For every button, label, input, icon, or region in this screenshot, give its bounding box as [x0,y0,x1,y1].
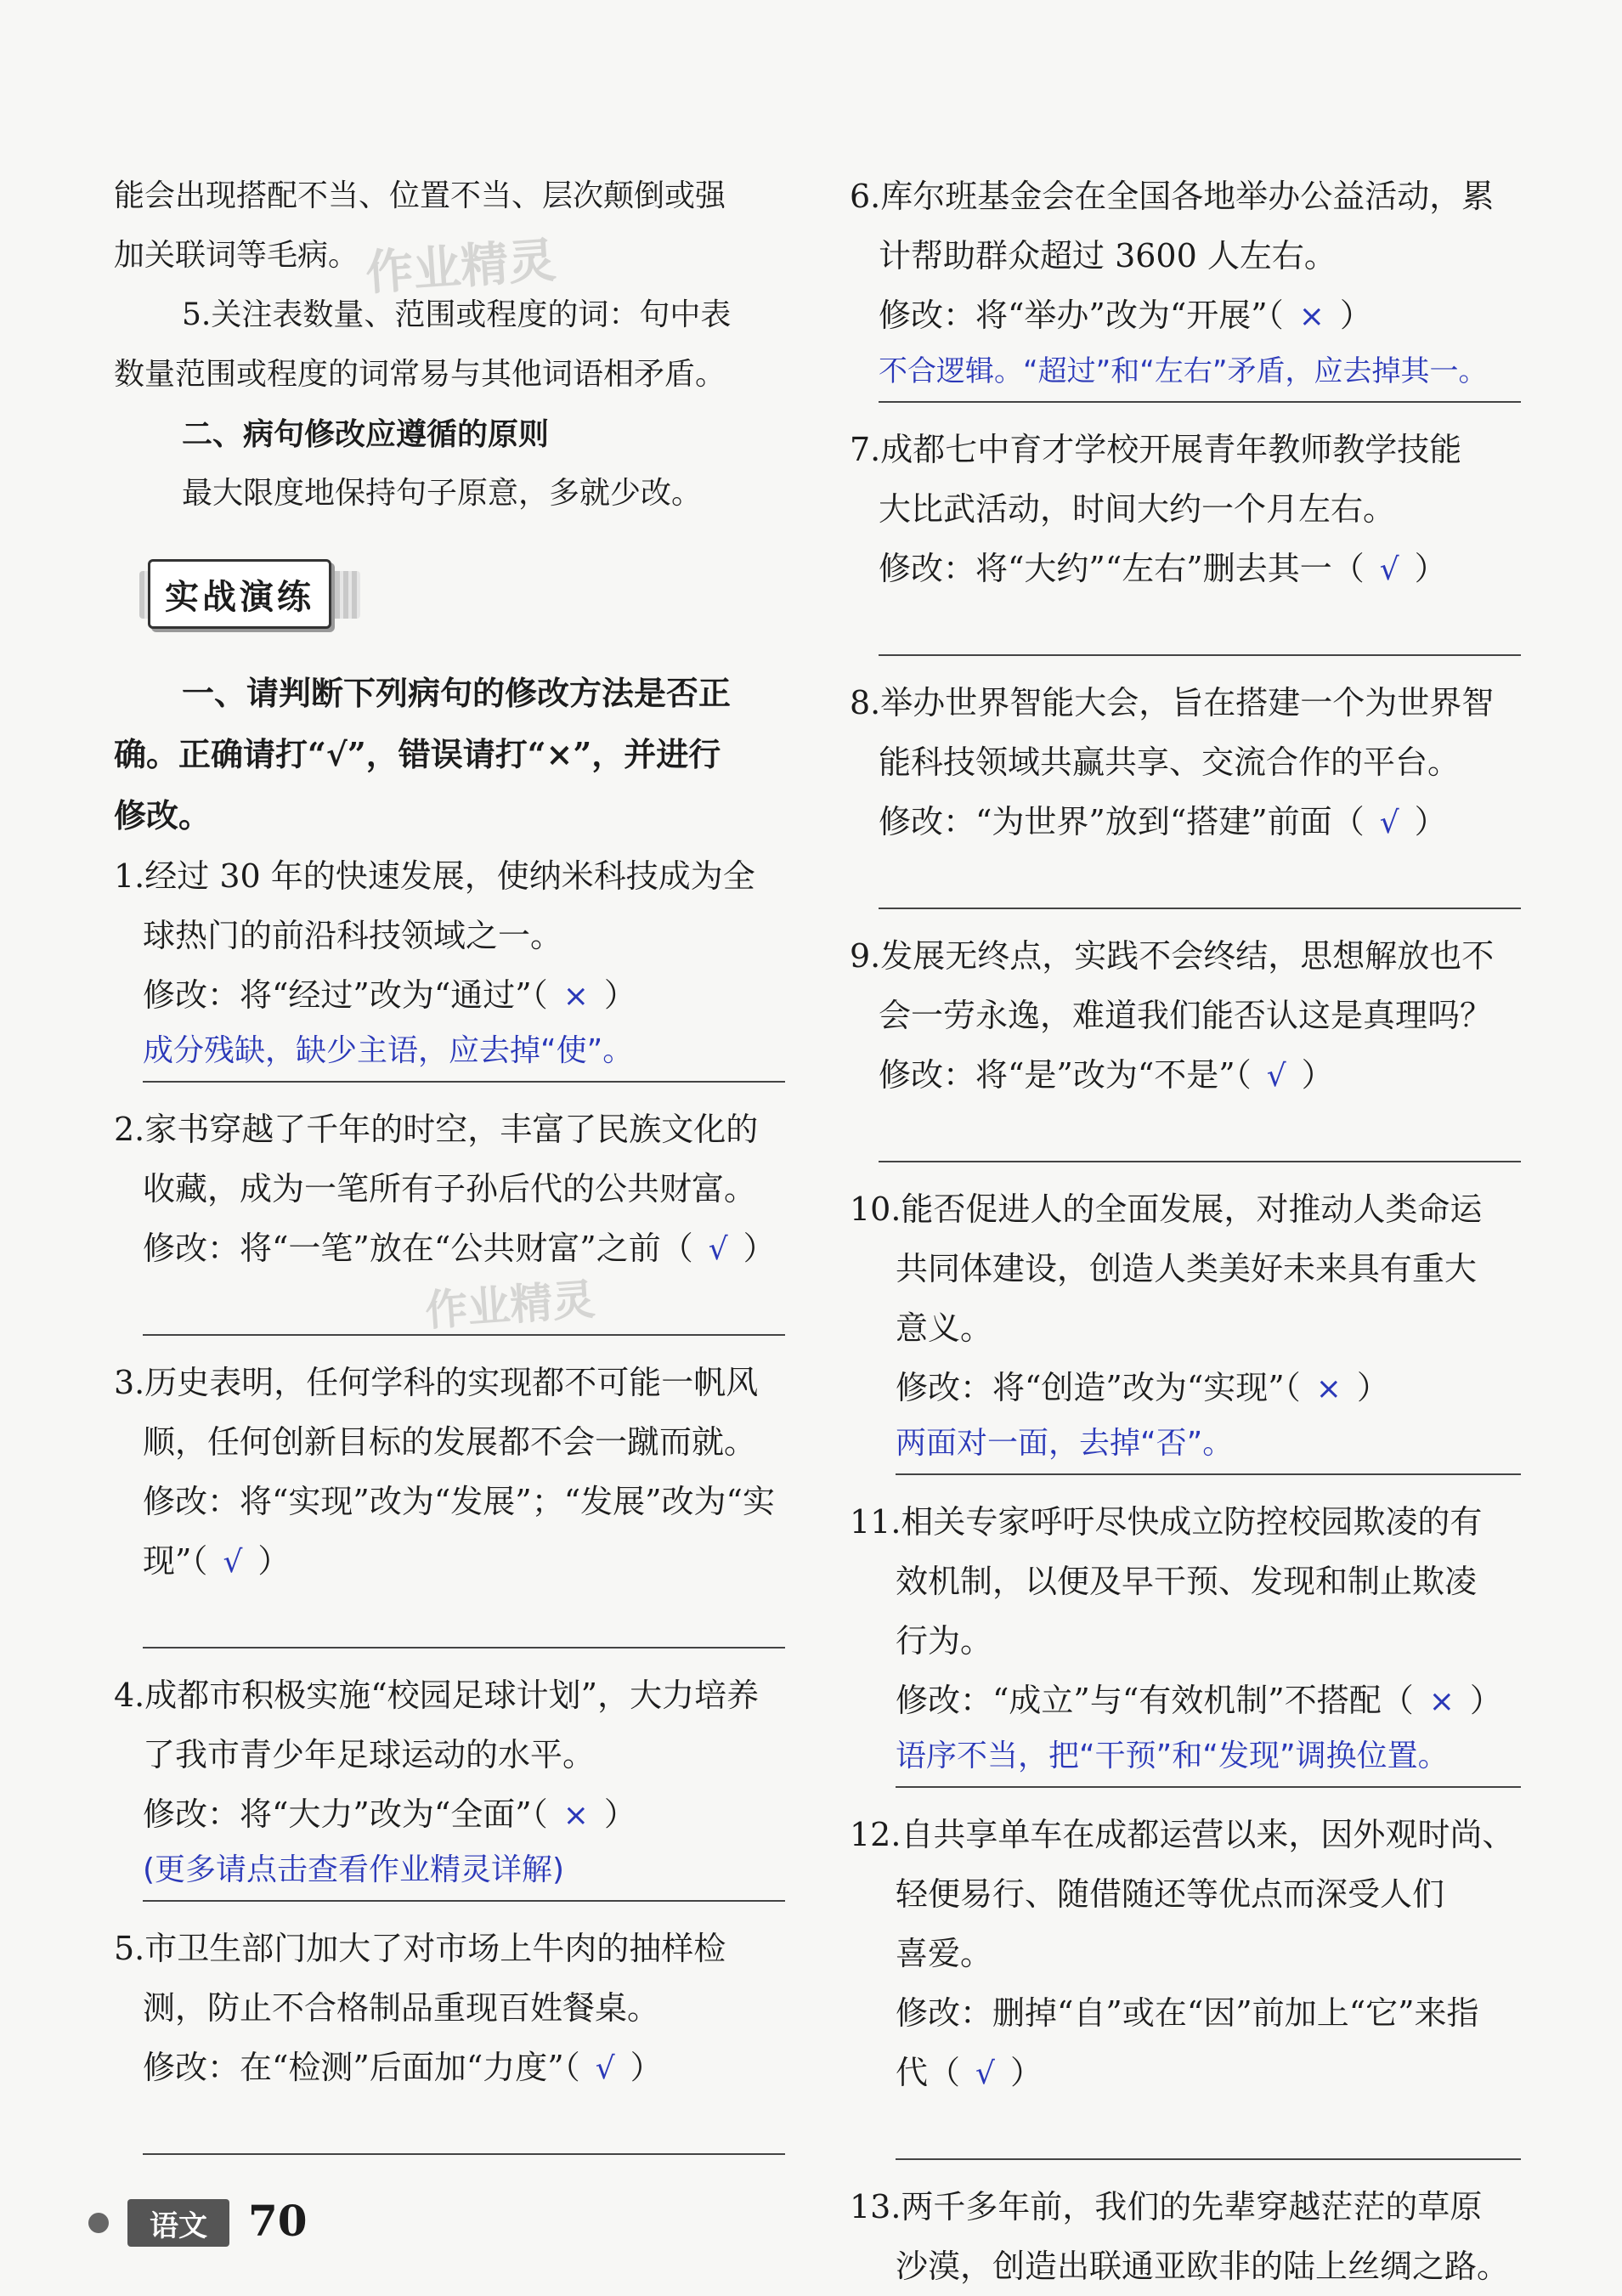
answer-line [143,1900,785,1902]
question-text: 球热门的前沿科技领域之一。 [143,917,563,954]
answer-text: 不合逻辑。“超过”和“左右”矛盾，应去掉其一。 [879,354,1488,388]
question-text: 大比武活动，时间大约一个月左右。 [879,490,1396,528]
question-text: 效机制，以便及早干预、发现和制止欺凌 [896,1563,1478,1600]
answer-text: 两面对一面，去掉“否”。 [896,1426,1234,1461]
section-2-title: 二、病句修改应遵循的原则 [182,416,550,452]
question-text: 收藏，成为一笔所有子孙后代的公共财富。 [143,1170,757,1207]
question-text: 1.经过 30 年的快速发展，使纳米科技成为全 [114,857,755,895]
question-text: 8.举办世界智能大会，旨在搭建一个为世界智 [850,684,1495,721]
question-text: 行为。 [896,1622,993,1660]
answer-mark: × [562,979,589,1014]
question-text: 7.成都七中育才学校开展青年教师教学技能 [850,431,1462,468]
answer-line [896,2158,1521,2160]
question-text: 6.库尔班基金会在全国各地举办公益活动，累 [850,178,1495,215]
modification-line [114,1784,785,1846]
intro-line: 加关联词等毛病。 [114,238,359,273]
modification-line [850,286,1521,347]
more-details-link[interactable]: (更多请点击查看作业精灵详解) [143,1852,565,1887]
answer-mark: × [1298,299,1325,334]
answer-text: 成分残缺，缺少主语，应去掉“使”。 [143,1033,634,1068]
modification-line [114,1219,785,1280]
watermark: 作业精灵 [423,1275,597,1336]
question-text: 2.家书穿越了千年的时空，丰富了民族文化的 [114,1111,759,1148]
question-3 [114,1353,785,1648]
modification-line [114,1531,785,1592]
question-text: 10.能否促进人的全面发展，对推动人类命运 [850,1190,1483,1228]
answer-line [143,1081,785,1083]
modification-text: 代（ [896,2054,961,2091]
answer-line [879,654,1521,656]
left-column [114,167,785,2172]
question-9 [850,926,1521,1162]
answer-mark: √ [595,2051,615,2086]
answer-mark: × [562,1798,589,1833]
section-2-text: 最大限度地保持句子原意，多就少改。 [182,476,703,511]
paren-close: ） [1339,297,1372,334]
question-1 [114,846,785,1083]
paren-close: ） [1469,1682,1502,1719]
question-text: 13.两千多年前，我们的先辈穿越茫茫的草原 [850,2188,1483,2225]
modification-line [850,539,1521,600]
modification-line [114,965,785,1026]
modification-text: 修改：将“大力”改为“全面”（ [143,1796,548,1833]
question-text: 9.发展无终点，实践不会终结，思想解放也不 [850,937,1495,975]
instruction-line: 修改。 [114,796,212,834]
question-text: 5.市卫生部门加大了对市场上牛肉的抽样检 [114,1930,726,1967]
modification-line [850,1358,1521,1419]
question-text: 轻便易行、随借随还等优点而深受人们 [896,1875,1445,1913]
modification-text: 修改：将“一笔”放在“公共财富”之前（ [143,1230,693,1267]
question-text: 12.自共享单车在成都运营以来，因外观时尚、 [850,1816,1515,1853]
question-7 [850,420,1521,656]
modification-text: 修改：在“检测”后面加“力度”（ [143,2049,580,2086]
question-12 [850,1805,1521,2160]
modification-line [114,2038,785,2099]
question-text: 意义。 [896,1309,993,1347]
question-text: 4.成都市积极实施“校园足球计划”，大力培养 [114,1677,760,1714]
answer-mark: √ [1379,806,1399,840]
modification-line [850,2043,1521,2104]
point-5-line: 数量范围或程度的词常易与其他词语相矛盾。 [114,357,726,392]
question-text: 测，防止不合格制品重现百姓餐桌。 [143,1989,660,2027]
paren-close: ） [603,1796,636,1833]
question-4 [114,1665,785,1902]
answer-mark: × [1428,1684,1455,1719]
point-5-line: 5.关注表数量、范围或程度的词：句中表 [182,297,732,332]
paren-close: ） [1414,550,1447,587]
question-5 [114,1919,785,2155]
question-text: 顺，任何创新目标的发展都不会一蹴而就。 [143,1423,757,1461]
answer-mark: √ [1266,1059,1286,1094]
instruction-line: 一、请判断下列病句的修改方法是否正 [182,674,732,712]
modification-line: 修改：将“实现”改为“发展”；“发展”改为“实 [143,1483,775,1520]
answer-line [896,1786,1521,1788]
question-2 [114,1100,785,1336]
modification-line [850,792,1521,853]
answer-line [896,1473,1521,1475]
question-text: 了我市青少年足球运动的水平。 [143,1736,596,1773]
paren-close: ） [1414,803,1447,840]
question-text: 11.相关专家呼吁尽快成立防控校园欺凌的有 [850,1503,1483,1541]
paren-close: ） [603,976,636,1014]
question-text: 3.历史表明，任何学科的实现都不可能一帆风 [114,1364,759,1401]
answer-mark: √ [1379,552,1399,587]
modification-text: 修改：将“是”改为“不是”（ [879,1056,1252,1094]
answer-line [143,2153,785,2155]
answer-line [143,1334,785,1336]
watermark: 作业精灵 [364,233,558,302]
question-text: 计帮助群众超过 3600 人左右。 [879,237,1337,274]
page-number: 70 [248,2196,308,2246]
right-column [850,167,1521,2296]
modification-text: 修改：“为世界”放到“搭建”前面（ [879,803,1365,840]
question-11 [850,1492,1521,1788]
badge-label: 实战演练 [148,559,331,629]
question-10 [850,1179,1521,1475]
answer-line [879,908,1521,909]
practice-badge [114,554,360,632]
question-6 [850,167,1521,403]
intro-line: 能会出现搭配不当、位置不当、层次颠倒或强 [114,178,726,213]
subject-badge: 语文 [127,2199,229,2247]
modification-line [850,1045,1521,1106]
answer-mark: × [1315,1371,1342,1406]
modification-text: 现”（ [143,1542,208,1580]
question-text: 共同体建设，创造人类美好未来具有重大 [896,1250,1478,1287]
modification-text: 修改：将“创造”改为“实现”（ [896,1369,1301,1406]
question-text: 沙漠，创造出联通亚欧非的陆上丝绸之路。 [896,2248,1510,2285]
question-8 [850,673,1521,909]
answer-mark: √ [708,1232,728,1267]
answer-text: 语序不当，把“干预”和“发现”调换位置。 [896,1739,1449,1773]
modification-text: 修改：将“举办”改为“开展”（ [879,297,1284,334]
paren-close: ） [1301,1056,1334,1094]
modification-line [850,1671,1521,1732]
question-13 [850,2177,1521,2296]
paren-close: ） [1009,2054,1043,2091]
answer-line [879,1161,1521,1162]
answer-mark: √ [975,2056,995,2091]
modification-text: 修改：将“大约”“左右”删去其一（ [879,550,1365,587]
answer-line [879,401,1521,403]
bullet-icon [88,2213,109,2233]
modification-text: 修改：“成立”与“有效机制”不搭配（ [896,1682,1414,1719]
answer-line [143,1647,785,1648]
paren-close: ） [1356,1369,1389,1406]
modification-text: 修改：将“经过”改为“通过”（ [143,976,548,1014]
instruction-line: 确。正确请打“√”，错误请打“×”，并进行 [114,735,721,773]
question-text: 会一劳永逸，难道我们能否认这是真理吗？ [879,997,1493,1034]
question-text: 喜爱。 [896,1935,993,1972]
paren-close: ） [743,1230,776,1267]
page-footer [76,2192,416,2260]
question-text: 能科技领域共赢共享、交流合作的平台。 [879,744,1461,781]
answer-mark: √ [223,1545,243,1580]
paren-close: ） [257,1542,291,1580]
modification-line: 修改：删掉“自”或在“因”前加上“它”来指 [896,1994,1479,2032]
paren-close: ） [630,2049,663,2086]
